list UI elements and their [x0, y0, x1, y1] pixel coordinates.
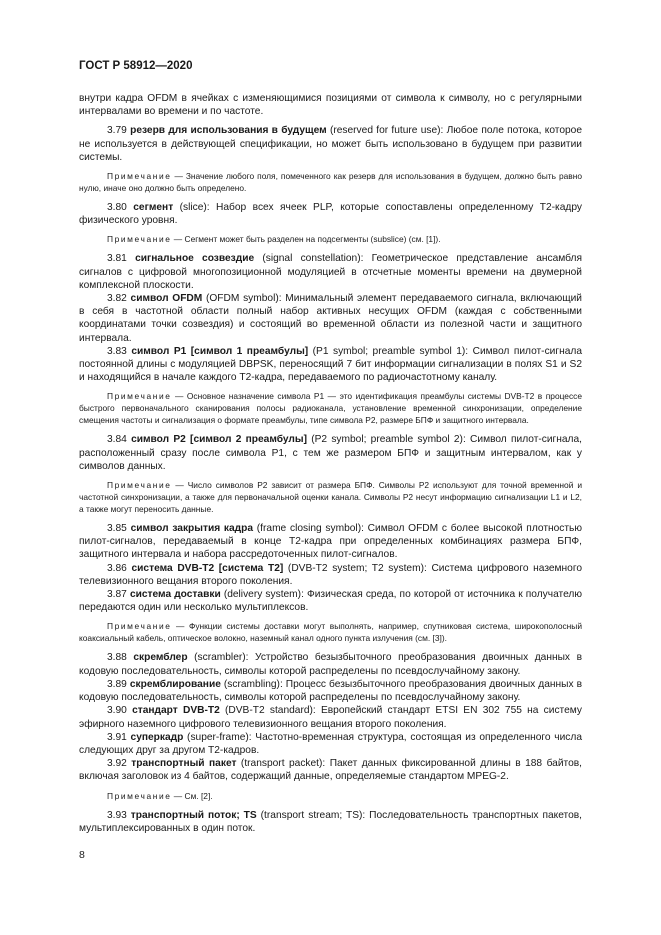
note-label: Примечание — [107, 391, 172, 402]
term-number: 3.85 — [107, 523, 127, 535]
term-text: (scrambler): Устройство безызбыточного преобразования двоичных данных в кодовую последовательность, символы которой распределены по псевдослучайному закону. — [79, 652, 582, 677]
note-text: Сегмент может быть разделен на подсегменты (subslice) (см. [1]). — [184, 234, 441, 245]
term-name: символ OFDM — [130, 293, 203, 305]
term-name: суперкадр — [130, 731, 184, 743]
term-definition — [79, 588, 582, 614]
document-body — [79, 92, 582, 835]
note-text: Значение любого поля, помеченного как резерв для использования в будущем, должно быть равно нулю, иначе оно должно быть определено. — [79, 171, 582, 194]
note-label: Примечание — [107, 234, 172, 245]
note-label: Примечание — [107, 790, 172, 801]
term-number: 3.93 — [107, 809, 127, 821]
term-text: (signal constellation): Геометрическое представление ансамбля сигналов с цифровой многопозиционной модуляцией в отсчетные моменты времени на двумерной комплексной плоскости. — [79, 253, 583, 291]
term-definition — [79, 201, 582, 227]
term-number: 3.91 — [107, 731, 127, 743]
term-text: (OFDM symbol): Минимальный элемент передаваемого сигнала, включающий в себя в частотной области полный набор активных несущих OFDM (каждая с собственными координатами точки созвездия) и состоящий во временной области из полезной части и защитного интервала. — [79, 293, 582, 344]
term-definition — [79, 522, 582, 562]
term-name: система DVB-T2 [система Т2] — [131, 562, 284, 574]
term-definition — [79, 124, 582, 164]
document-header: ГОСТ Р 58912—2020 — [79, 60, 193, 72]
term-number: 3.84 — [107, 434, 127, 446]
term-text: (P2 symbol; preamble symbol 2): Символ пилот-сигнала, расположенный сразу после символа Р1, с тем же размером БПФ и защитным интервалом, как у символов данных. — [79, 434, 582, 472]
note: Примечание — Сегмент может быть разделен на подсегменты (subslice) (см. [1]). — [107, 234, 441, 245]
note-text: Число символов Р2 зависит от размера БПФ. Символы Р2 используют для точной временной и частотной синхронизации, а также для первоначальной оценки канала. Символы Р2 несут информацию сигнализации L1 и L2, а также могут переносить данные. — [79, 480, 582, 515]
term-definition — [79, 252, 582, 292]
term-number: 3.89 — [107, 678, 127, 690]
term-number: 3.86 — [107, 562, 127, 574]
note: Примечание — Основное назначение символа Р1 — это идентификация преамбулы системы DVB-T2 в процессе быстрого первоначального сканирования полосы радиоканала, установление временной синхронизации, определение смещения частоты и сигнализация о формате преамбулы, типе символа Р2, размере БПФ и защитного интервала. — [79, 391, 582, 426]
term-number: 3.90 — [107, 705, 127, 717]
note: Примечание — Значение любого поля, помеченного как резерв для использования в будущем, должно быть равно нулю, иначе оно должно быть определено. — [79, 171, 582, 194]
term-definition — [79, 809, 582, 835]
term-text: (super-frame): Частотно-временная структура, состоящая из определенного числа следующих друг за другом Т2-кадров. — [79, 731, 582, 756]
paragraph-continuation — [79, 92, 582, 118]
term-text: (P1 symbol; preamble symbol 1): Символ пилот-сигнала постоянной длины с модуляцией DBPSK, переносящий 7 бит информации сигнализации в полях S1 и S2 и находящийся в начале каждого Т2-кадра, передаваемого по радиочастотному каналу. — [79, 345, 582, 384]
paragraph-text: внутри кадра OFDM в ячейках с изменяющимися позициями от символа к символу, но с регулярными интервалами во времени и по частоте. — [79, 93, 582, 118]
note: Примечание — Функции системы доставки могут выполнять, например, спутниковая система, широкополосный коаксиальный кабель, оптическое волокно, наземный канал одного пункта излучения (см. [3]). — [79, 621, 583, 644]
term-definition — [79, 433, 582, 473]
term-name: резерв для использования в будущем — [130, 125, 327, 137]
term-name: транспортный поток; TS — [130, 809, 257, 821]
term-number: 3.79 — [107, 125, 127, 137]
term-text: (transport packet): Пакет данных фиксированной длины в 188 байтов, включая заголовок из 4 байтов, содержащий данные, определяемые стандартом MPEG-2. — [79, 758, 582, 783]
term-name: система доставки — [129, 589, 221, 601]
term-number: 3.88 — [107, 652, 127, 664]
term-text: (DVB-T2 standard): Европейский стандарт ETSI EN 302 755 на систему эфирного наземного цифрового телевизионного вещания второго поколения. — [79, 705, 582, 730]
term-text: (DVB-T2 system; T2 system): Система цифрового наземного телевизионного вещания второго поколения. — [79, 562, 582, 587]
term-text: (scrambling): Процесс безызбыточного преобразования двоичных данных в кодовую последовательность, символы которой распределены по псевдослучайному закону. — [79, 678, 582, 704]
term-definition — [79, 678, 582, 704]
note-text: Функции системы доставки могут выполнять, например, спутниковая система, широкополосный коаксиальный кабель, оптическое волокно, наземный канал одного пункта излучения (см. [3]). — [79, 621, 583, 644]
term-definition — [79, 704, 582, 730]
term-name: скремблер — [133, 652, 188, 664]
note: Примечание — Число символов Р2 зависит от размера БПФ. Символы Р2 используют для точной временной и частотной синхронизации, а также для первоначальной оценки канала. Символы Р2 несут информацию сигнализации L1 и L2, а также могут переносить данные. — [79, 480, 582, 515]
term-name: символ Р2 [символ 2 преамбулы] — [131, 434, 307, 446]
term-number: 3.83 — [107, 345, 127, 357]
term-number: 3.81 — [107, 253, 127, 265]
term-name: символ Р1 [символ 1 преамбулы] — [131, 345, 309, 357]
page-number: 8 — [79, 849, 85, 861]
term-text: (delivery system): Физическая среда, по которой от источника к получателю передаются один или несколько мультиплексов. — [79, 589, 582, 614]
term-text: (transport stream; TS): Последовательность транспортных пакетов, мультиплексированных в один поток. — [79, 809, 582, 834]
term-name: скремблирование — [129, 678, 221, 690]
term-name: сигнальное созвездие — [135, 253, 255, 265]
note-label: Примечание — [107, 171, 172, 182]
term-text: (reserved for future use): Любое поле потока, которое не используется в действующей спецификации, но может быть использовано в будущем при развитии системы. — [79, 125, 582, 163]
note: Примечание — См. [2]. — [107, 790, 213, 801]
term-definition — [79, 562, 582, 588]
term-name: символ закрытия кадра — [130, 523, 254, 535]
term-definition — [79, 651, 582, 677]
term-name: сегмент — [133, 202, 174, 214]
term-text: (slice): Набор всех ячеек PLP, которые сопоставлены определенному Т2-кадру физического уровня. — [79, 202, 582, 227]
note-label: Примечание — [107, 621, 172, 632]
term-number: 3.92 — [107, 758, 127, 770]
term-number: 3.80 — [107, 202, 127, 214]
term-number: 3.87 — [107, 589, 127, 601]
term-definition — [79, 757, 582, 783]
term-text: (frame closing symbol): Символ OFDM с более высокой плотностью пилот-сигналов, передаваемый в конце Т2-кадра при определенных комбинациях размера БПФ, защитного интервала и набора рассредоточенных пилот-сигналов. — [79, 523, 582, 561]
term-name: транспортный пакет — [131, 758, 237, 770]
note-text: Основное назначение символа Р1 — это идентификация преамбулы системы DVB-T2 в процессе быстрого первоначального сканирования полосы радиоканала, установление временной синхронизации, определение смещения частоты и сигнализация о формате преамбулы, типе символа Р2, размере БПФ и защитного интервала. — [79, 391, 582, 426]
term-definition — [79, 345, 582, 385]
term-name: стандарт DVB-T2 — [132, 705, 220, 717]
note-label: Примечание — [107, 480, 172, 491]
term-definition — [79, 731, 582, 757]
note-text: См. [2]. — [184, 790, 213, 801]
term-number: 3.82 — [107, 293, 127, 305]
term-definition — [79, 292, 582, 345]
